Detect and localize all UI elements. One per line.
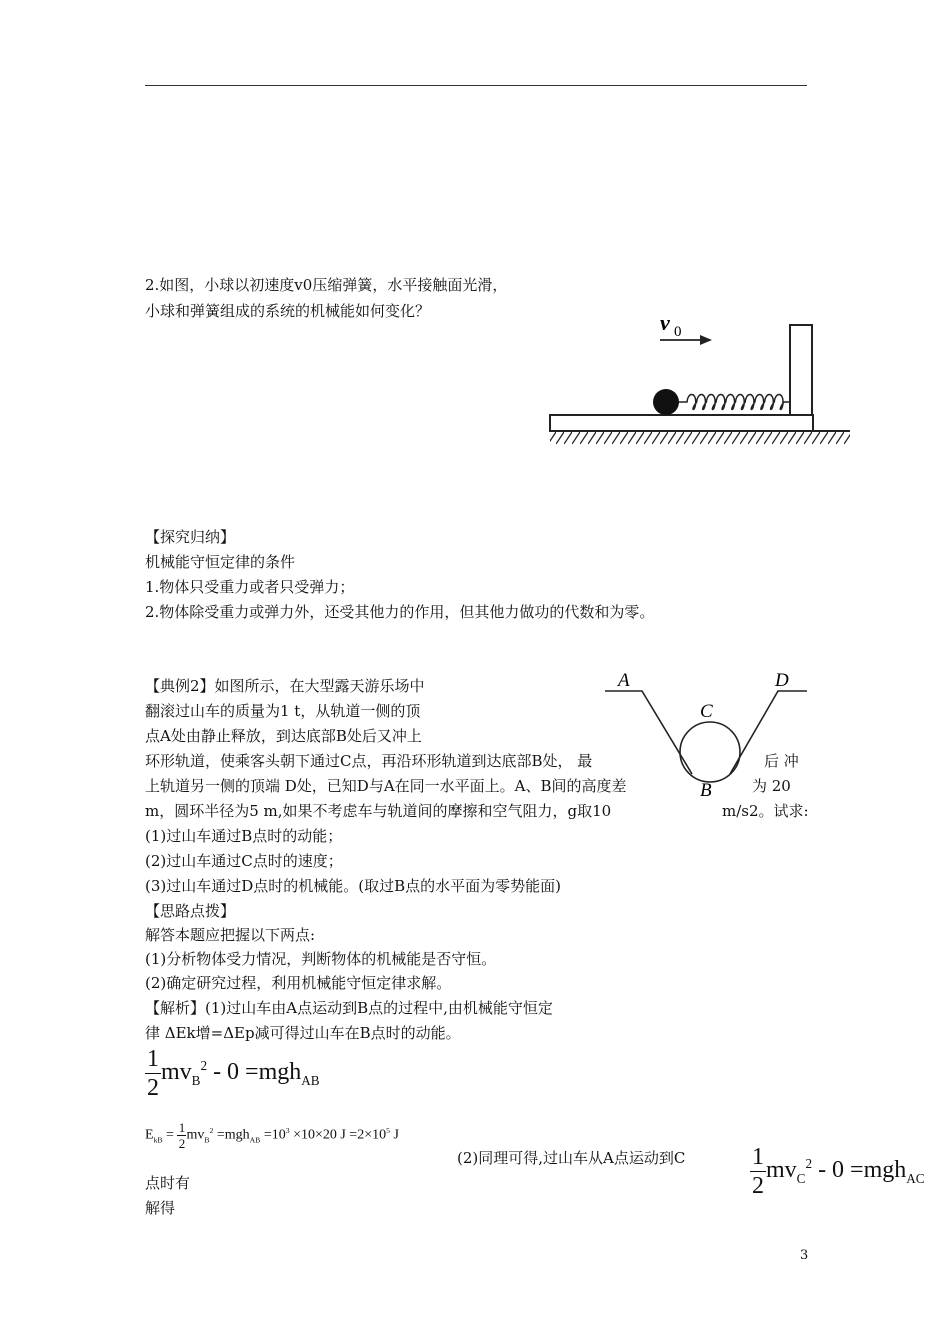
equation-2	[145, 1121, 399, 1150]
point-b-label: B	[700, 780, 712, 801]
spring	[679, 395, 790, 410]
q2-line-1: 2.如图，小球以初速度v0压缩弹簧，水平接触面光滑，	[145, 276, 508, 294]
eq2-sup-5: 5	[386, 1126, 390, 1136]
ball	[653, 389, 679, 415]
eq1-mv: mv	[161, 1059, 192, 1086]
eq1-sub-ab: AB	[301, 1072, 320, 1088]
track-right	[730, 691, 807, 774]
eq2-tail: =10	[260, 1127, 286, 1143]
hint-intro: 解答本题应把握以下两点:	[145, 926, 316, 944]
roller-coaster-figure	[600, 664, 815, 804]
ex2-line-4: 环形轨道，使乘客头朝下通过C点，再沿环形轨道到达底部B处， 最	[145, 752, 593, 770]
eq1-denominator: 2	[147, 1075, 159, 1101]
point-d-label: D	[775, 670, 789, 691]
solution-line-3: (2)同理可得,过山车从A点运动到C	[457, 1149, 686, 1167]
solution-line-1: 【解析】(1)过山车由A点运动到B点的过程中,由机械能守恒定	[145, 999, 553, 1017]
spring-ball-figure	[540, 300, 860, 450]
hint-point-1: (1)分析物体受力情况，判断物体的机械能是否守恒。	[145, 950, 497, 968]
eq3-sub-c: C	[796, 1170, 806, 1186]
eq1-sub-b: B	[191, 1072, 201, 1088]
eq3-sup-2: 2	[805, 1156, 813, 1172]
eq2-ek: E	[145, 1127, 154, 1143]
ex2-line-6: m，圆环半径为5 m,如果不考虑车与轨道间的摩擦和空气阻力，g取10	[145, 802, 612, 820]
ex2-line-4-tail: 后 冲	[764, 752, 799, 770]
page-number: 3	[800, 1248, 809, 1263]
ex2-question-2: (2)过山车通过C点时的速度；	[145, 852, 343, 870]
eq1-sup-2: 2	[200, 1058, 208, 1074]
loop-circle	[680, 722, 740, 782]
eq2-sup-3: 3	[285, 1126, 290, 1136]
velocity-subscript: 0	[674, 324, 682, 340]
eq3-denominator: 2	[752, 1173, 764, 1199]
solution-line-2: 律 ΔEk增=ΔEp减可得过山车在B点时的动能。	[145, 1024, 461, 1042]
eq2-mid: =mgh	[213, 1127, 250, 1143]
ex2-line-5: 上轨道另一侧的顶端 D处，已知D与A在同一水平面上。A、B间的高度差	[145, 777, 627, 795]
eq3-mv: mv	[766, 1157, 797, 1184]
solution-line-4: 点时有	[145, 1174, 191, 1192]
eq1-numerator: 1	[147, 1046, 159, 1072]
point-c-label: C	[700, 701, 713, 722]
eq1-rest: - 0 =mgh	[207, 1059, 302, 1086]
eq3-sub-ac: AC	[906, 1170, 925, 1186]
summary-item-2: 2.物体除受重力或弹力外，还受其他力的作用，但其他力做功的代数和为零。	[145, 603, 655, 621]
eq2-sub-ab: AB	[249, 1135, 261, 1145]
velocity-arrowhead	[700, 335, 712, 345]
eq3-rest: - 0 =mgh	[812, 1157, 907, 1184]
hint-heading: 【思路点拨】	[145, 902, 236, 920]
ex2-line-3: 点A处由静止释放，到达底部B处后又冲上	[145, 727, 422, 745]
header-rule	[145, 85, 807, 86]
eq2-sub-kb: kB	[153, 1135, 163, 1145]
summary-heading: 【探究归纳】	[145, 528, 236, 546]
velocity-label: v	[660, 310, 670, 335]
eq2-mv: mv	[186, 1127, 205, 1143]
eq2-sup-2: 2	[209, 1126, 214, 1136]
ex2-line-2: 翻滚过山车的质量为1 t，从轨道一侧的顶	[145, 702, 421, 720]
ex2-line-5-tail: 为 20	[752, 777, 791, 795]
wall	[790, 325, 812, 415]
eq2-numerator: 1	[178, 1120, 186, 1135]
hint-point-2: (2)确定研究过程，利用机械能守恒定律求解。	[145, 974, 452, 992]
ex2-line-6-tail: m/s2。试求:	[722, 802, 809, 820]
summary-item-1: 1.物体只受重力或者只受弹力；	[145, 578, 355, 596]
eq2-denominator: 2	[178, 1136, 186, 1151]
solution-line-5: 解得	[145, 1199, 176, 1217]
point-a-label: A	[618, 670, 630, 691]
eq3-numerator: 1	[752, 1144, 764, 1170]
ground-hatching	[550, 431, 850, 444]
eq2-tail-2: ×10×20 J =2×10	[289, 1127, 387, 1143]
ex2-line-1: 【典例2】如图所示，在大型露天游乐场中	[145, 677, 425, 695]
track-left	[605, 691, 692, 774]
eq2-sub-b: B	[204, 1135, 210, 1145]
eq2-equals: =	[162, 1127, 174, 1143]
eq2-tail-3: J	[389, 1127, 399, 1143]
ex2-question-3: (3)过山车通过D点时的机械能。(取过B点的水平面为零势能面)	[145, 877, 562, 895]
q2-line-2: 小球和弹簧组成的系统的机械能如何变化？	[145, 302, 431, 320]
equation-1	[145, 1047, 320, 1100]
equation-3	[750, 1145, 925, 1198]
floor-slab	[550, 415, 813, 431]
summary-title: 机械能守恒定律的条件	[145, 553, 296, 571]
ex2-question-1: (1)过山车通过B点时的动能；	[145, 827, 343, 845]
